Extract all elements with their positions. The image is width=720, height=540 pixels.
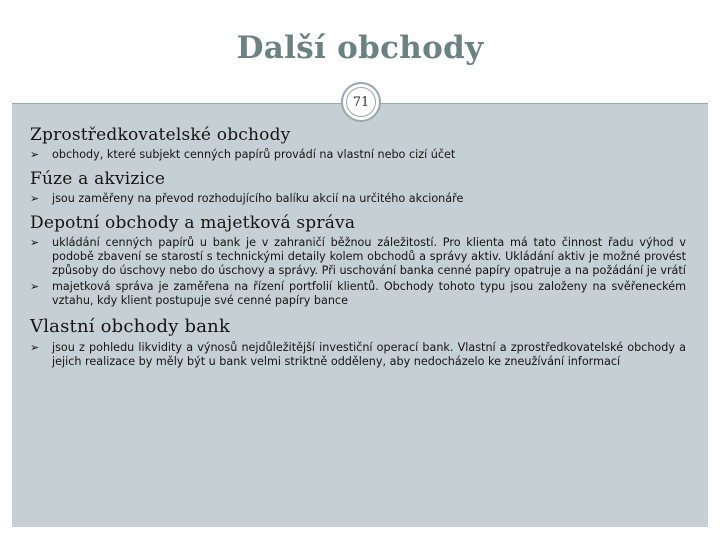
arrow-bullet-icon: ➢	[30, 341, 40, 354]
bullet-text: jsou z pohledu likvidity a výnosů nejdůležitější investiční operací bank. Vlastní a zprostředkovatelské obchody a jejich realizace by měly být u bank velmi striktně odděleny, aby nedocházelo ke zneužívání informací	[52, 341, 686, 368]
section-heading-custody: Depotní obchody a majetková správa	[30, 213, 356, 233]
slide-body	[30, 124, 686, 371]
section-heading-brokerage: Zprostředkovatelské obchody	[30, 125, 291, 145]
arrow-bullet-icon: ➢	[30, 236, 40, 249]
arrow-bullet-icon: ➢	[30, 280, 40, 293]
bullet-list	[30, 192, 686, 206]
list-item	[30, 236, 686, 278]
list-item	[30, 280, 686, 308]
bullet-text: jsou zaměřeny na převod rozhodujícího balíku akcií na určitého akcionáře	[52, 192, 464, 205]
page-number: 71	[352, 94, 370, 110]
slide-title: Další obchody	[236, 30, 484, 66]
arrow-bullet-icon: ➢	[30, 192, 40, 205]
page-number-badge	[341, 82, 381, 122]
bullet-text: majetková správa je zaměřena na řízení portfolií klientů. Obchody tohoto typu jsou založeny na svěřeneckém vztahu, kdy klient postupuje své cenné papíry bance	[52, 280, 686, 307]
section-heading-mergers: Fúze a akvizice	[30, 169, 166, 189]
list-item	[30, 148, 686, 162]
list-item	[30, 341, 686, 369]
list-item	[30, 192, 686, 206]
section-heading-proprietary: Vlastní obchody bank	[30, 316, 231, 337]
bullet-list	[30, 236, 686, 308]
bullet-text: obchody, které subjekt cenných papírů provádí na vlastní nebo cizí účet	[52, 148, 456, 161]
arrow-bullet-icon: ➢	[30, 148, 40, 161]
bullet-list	[30, 148, 686, 162]
bullet-list	[30, 341, 686, 369]
bullet-text: ukládání cenných papírů u bank je v zahraničí běžnou záležitostí. Pro klienta má tato činnost řadu výhod v podobě zbavení se starostí s technickými detaily kolem obchodů a správy aktiv. Ukládání aktiv je možné provést způsoby do úschovy nebo do úschovy a správy. Při uschování banka cenné papíry opatruje a na požádání je vrátí	[52, 236, 686, 277]
